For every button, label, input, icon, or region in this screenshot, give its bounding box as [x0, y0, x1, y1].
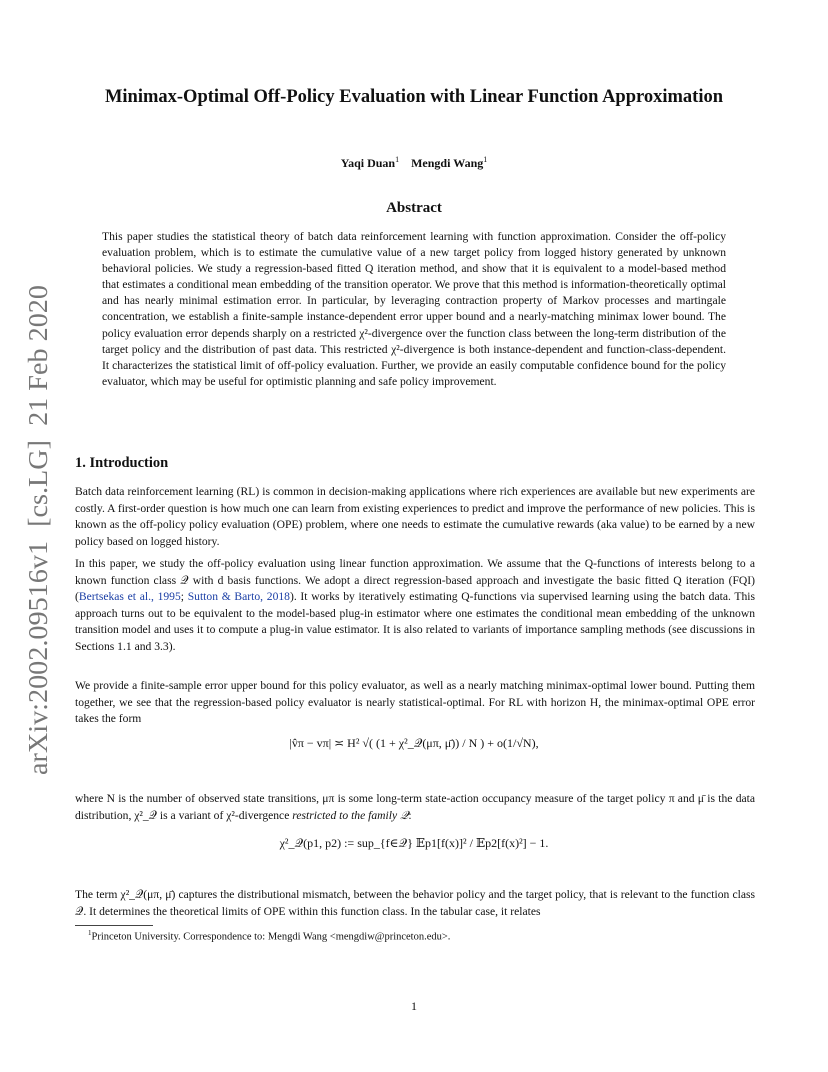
paper-title: Minimax-Optimal Off-Policy Evaluation with Linear Function Approximation [104, 87, 724, 107]
author-name: Mengdi Wang [411, 156, 484, 170]
citation-separator: ; [180, 590, 188, 604]
paragraph: The term χ²_𝒬(μπ, μ̄) captures the distributional mismatch, between the behavior policy and the target policy, that is relevant to the function class 𝒬. It determines the theoretical limits of OPE within this function class. In the tabular case, it relates [75, 888, 755, 918]
author-affiliation-mark: 1 [395, 155, 400, 164]
equation-ope-error: |v̂π − vπ| ≍ H² √( (1 + χ²_𝒬(μπ, μ̄)) / N ) + o(1/√N), [289, 736, 539, 750]
author-affiliation-mark: 1 [483, 155, 488, 164]
footnote-mark: 1 [88, 929, 92, 937]
page-number: 1 [411, 999, 417, 1013]
arxiv-stamp-text: arXiv:2002.09516v1 [cs.LG] 21 Feb 2020 [22, 296, 53, 775]
author-name: Yaqi Duan [340, 156, 396, 170]
abstract-text: This paper studies the statistical theory of batch data reinforcement learning with function approximation. Consider the off-policy evaluation problem, which is to estimate the cumulative value of a new target policy from logged history generated by unknown behavioral policies. We study a regression-based fitted Q iteration method, and show that it is equivalent to a model-based method that estimates a conditional mean embedding of the transition operator. We prove that this method is information-theoretically optimal and has nearly minimal estimation error. In particular, by leveraging contraction property of Markov processes and martingale concentration, we establish a finite-sample instance-dependent error upper bound and a nearly-matching minimax lower bound. The policy evaluation error depends sharply on a restricted χ²-divergence over the function class between the long-term distribution of the target policy and the distribution of past data. This restricted χ²-divergence is both instance-dependent and function-class-dependent. It characterizes the statistical limit of off-policy evaluation. Further, we provide an easily computable confidence bound for the policy evaluator, which may be useful for optimistic planning and safe policy improvement. [102, 230, 726, 388]
section-heading: 1. Introduction [75, 455, 169, 471]
paragraph [75, 791, 755, 824]
footnote-text: Princeton University. Correspondence to: Mengdi Wang <mengdiw@princeton.edu>. [91, 931, 451, 943]
author-list [0, 155, 828, 171]
paragraph-text: In this paper, we study the off-policy evaluation using linear function approximation. We assume that the Q-functions of interests belong to a known function class 𝒬 with d basis functions. We adopt a direct regression-based approach and investigate the basic fitted Q iteration (FQI) ( [75, 557, 755, 604]
arxiv-sidebar-stamp [2, 270, 62, 780]
equation-chi-square-definition: χ²_𝒬(p1, p2) := sup_{f∈𝒬} 𝔼p1[f(x)]² / 𝔼p2[f(x)²] − 1. [279, 836, 549, 850]
footnote [88, 929, 450, 943]
paragraph-text: : [408, 808, 412, 822]
paragraph: Batch data reinforcement learning (RL) is common in decision-making applications where rich experiences are available but new experiments are costly. A first-order question is how much one can learn from existing experiences to predict and improve the performance of new policies. This is known as the off-policy policy evaluation (OPE) problem, where one needs to estimate the cumulative rewards (aka value) to be earned by a new policy based on logged history. [75, 485, 755, 548]
citation-link[interactable]: Bertsekas et al., 1995 [78, 590, 181, 604]
abstract-heading: Abstract [386, 200, 442, 216]
footnote-rule [75, 925, 153, 926]
paragraph [75, 556, 755, 656]
citation-link[interactable]: Sutton & Barto, 2018 [187, 590, 290, 604]
emphasis-text: restricted to the family 𝒬 [292, 808, 409, 822]
paragraph-text: ). It works by iteratively estimating Q-functions via supervised learning using the batch data. This approach turns out to be equivalent to the model-based plug-in estimator where one estimates the conditional mean embedding of the unknown transition model and uses it to compute a plug-in value estimator. It is also related to variants of importance sampling methods (see discussions in Sections 1.1 and 3.3). [75, 590, 755, 653]
paragraph-text: where N is the number of observed state transitions, μπ is some long-term state-action occupancy measure of the target policy π and μ̄ is the data distribution, χ²_𝒬 is a variant of χ²-divergence [75, 792, 755, 822]
paragraph: We provide a finite-sample error upper bound for this policy evaluator, as well as a nearly matching minimax-optimal lower bound. Putting them together, we see that the regression-based policy evaluator is nearly statistical-optimal. For RL with horizon H, the minimax-optimal OPE error takes the form [75, 679, 755, 726]
